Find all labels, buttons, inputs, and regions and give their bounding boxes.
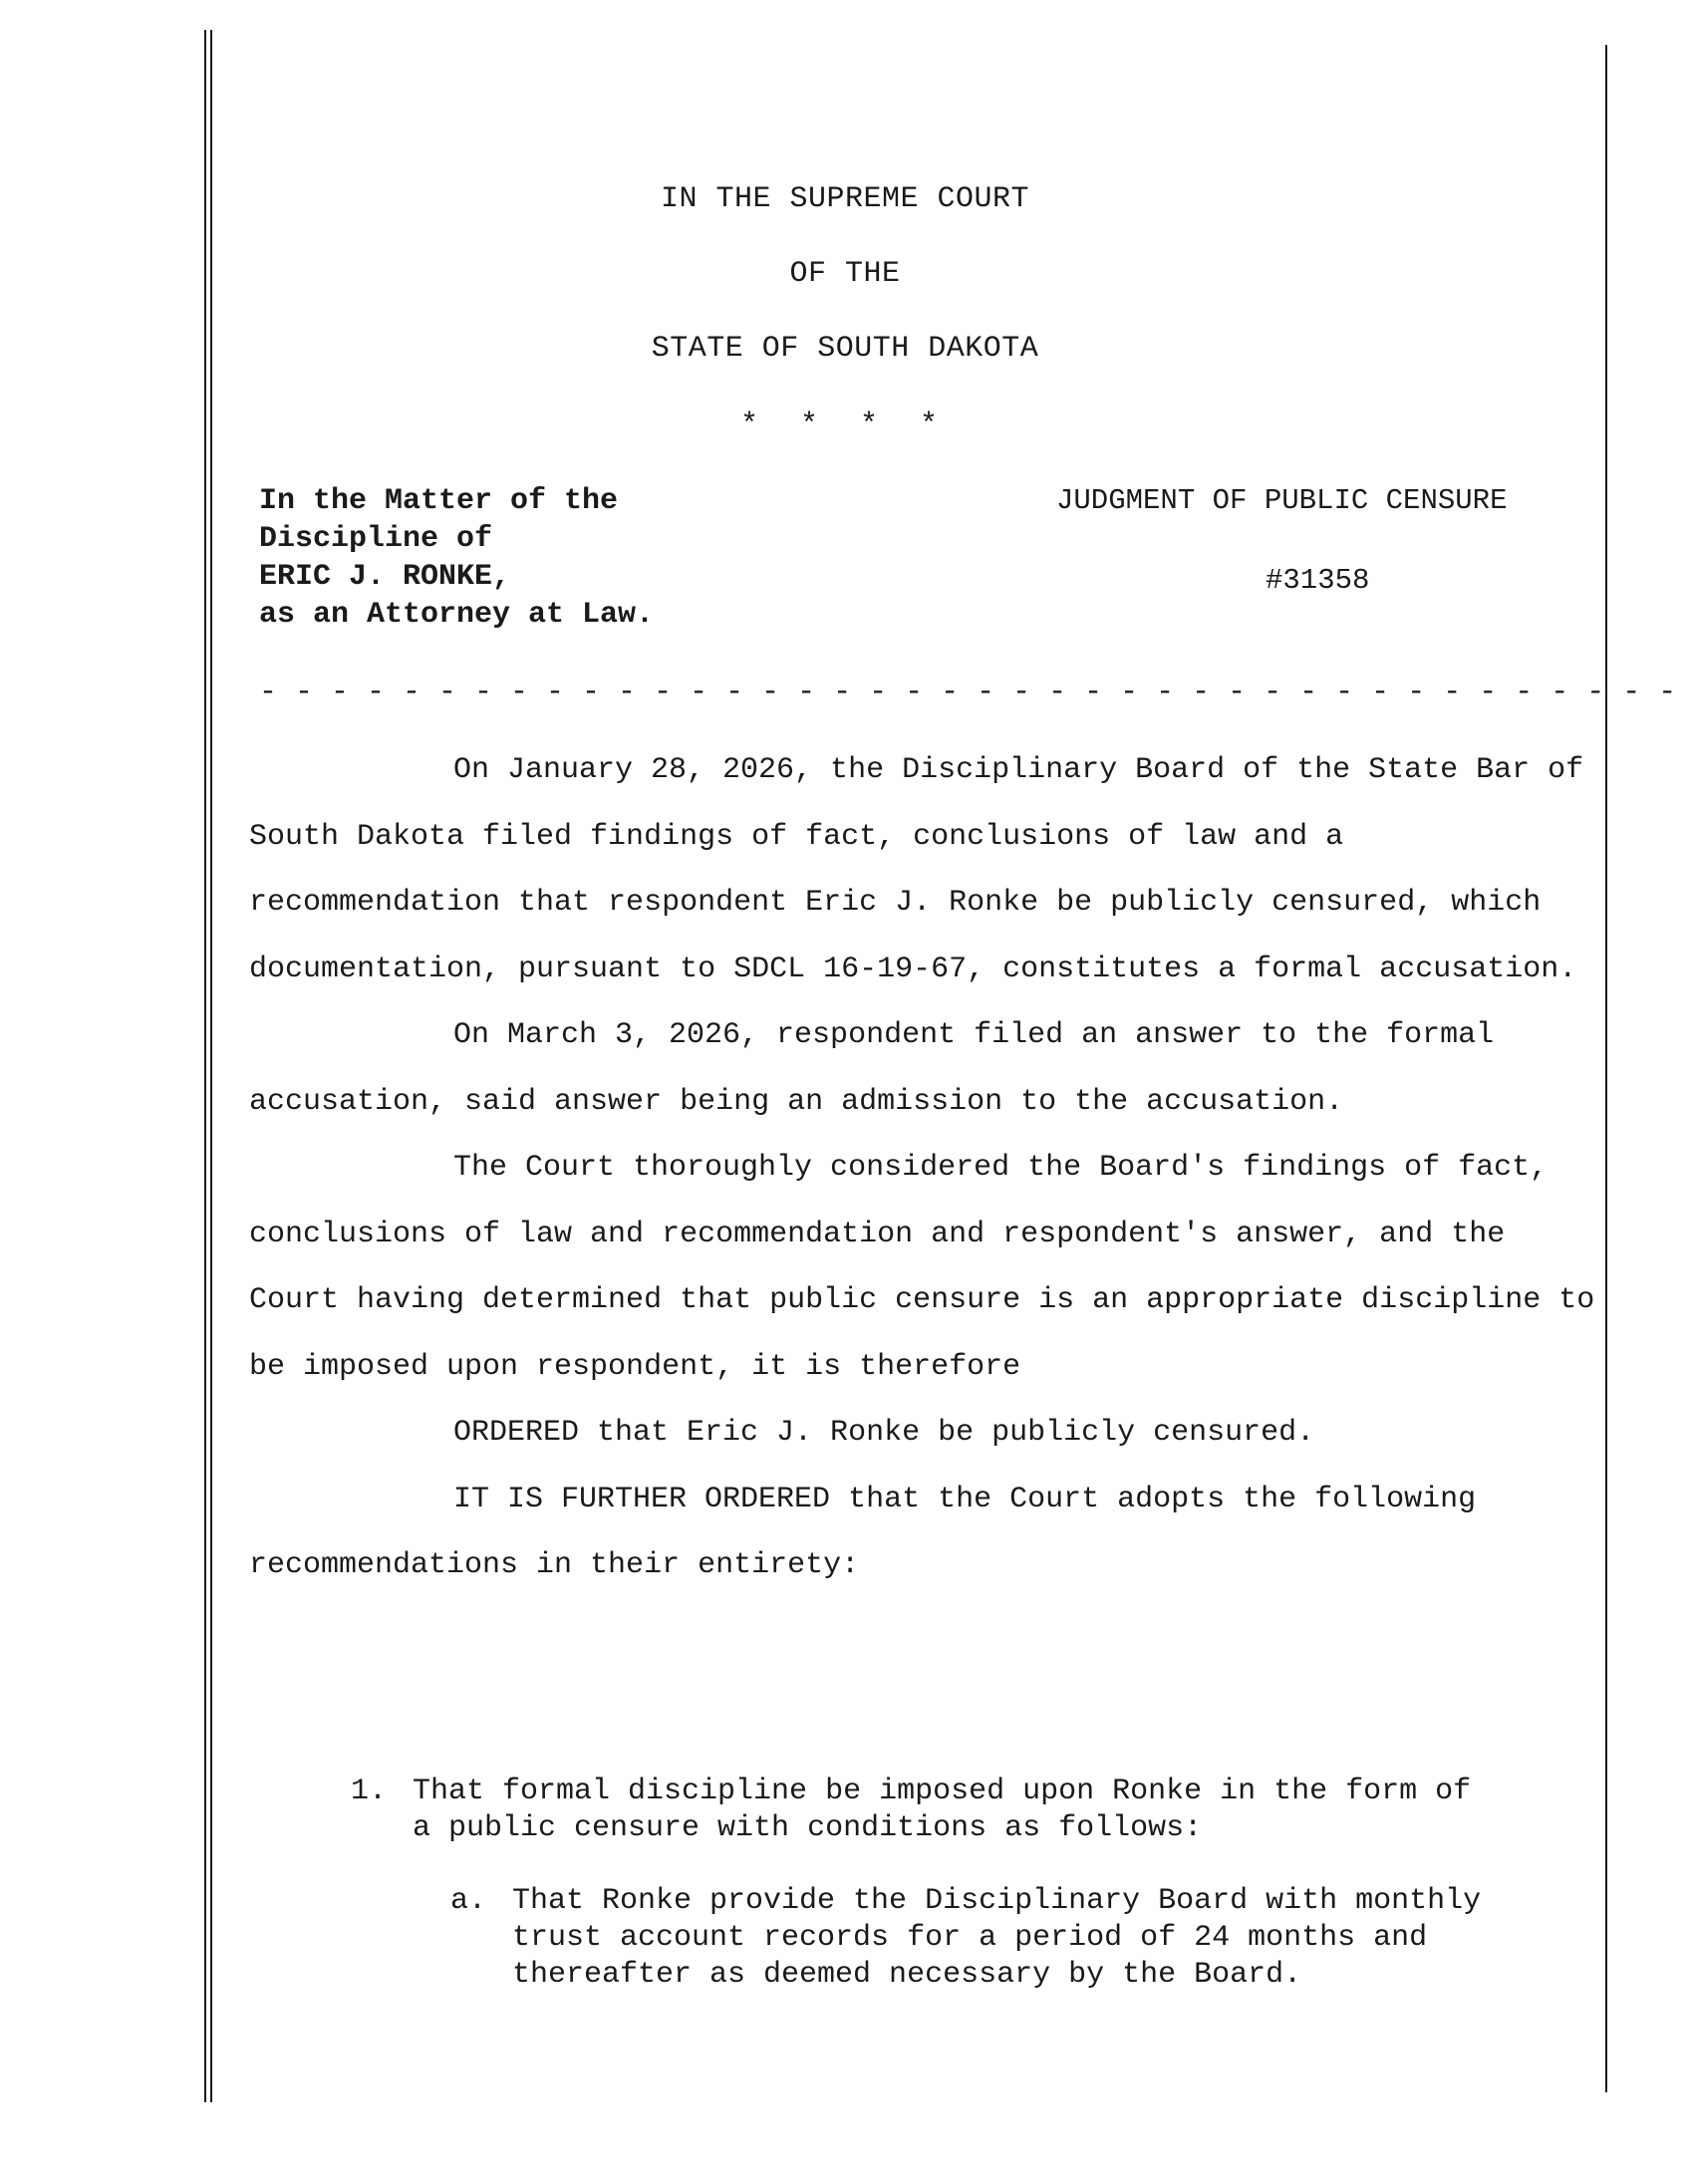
paragraph-court-consideration: The Court thoroughly considered the Board's findings of fact, conclusions of law and recommendation and respondent's answer, and the Court having determined that public censure is an appropriate discipline to be imposed upon respondent, it is therefore <box>249 1151 1595 1384</box>
list-item-a <box>450 1883 1497 1994</box>
list-item-a-text: That Ronke provide the Disciplinary Board with monthly trust account records for a period of 24 months and thereafter as deemed necessary by the Board. <box>512 1884 1482 1992</box>
matter-line-2: Discipline of <box>259 522 493 556</box>
court-caption-line-1: IN THE SUPREME COURT <box>660 182 1030 216</box>
separator-dashes: - - - - - - - - - - - - - - - - - - - - - - - - - - - - - - - - - - - - - - - - <box>259 676 1677 709</box>
list-item-a-letter: a. <box>450 1884 487 1918</box>
matter-line-4: as an Attorney at Law. <box>259 598 655 632</box>
judgment-title: JUDGMENT OF PUBLIC CENSURE <box>1056 484 1508 517</box>
court-caption-line-2: OF THE <box>789 257 901 291</box>
list-item-1-text: That formal discipline be imposed upon Ronke in the form of a public censure with conditions as follows: <box>413 1774 1472 1845</box>
paragraph-order-censure: ORDERED that Eric J. Ronke be publicly censured. <box>453 1416 1315 1450</box>
court-caption-line-3: STATE OF SOUTH DAKOTA <box>651 332 1039 366</box>
caption-stars: * * * * <box>739 409 951 442</box>
case-number: #31358 <box>1266 564 1370 597</box>
matter-line-1: In the Matter of the <box>259 484 619 518</box>
list-item-1 <box>351 1774 1497 1847</box>
matter-line-3: ERIC J. RONKE, <box>259 560 511 594</box>
paragraph-board-filing: On January 28, 2026, the Disciplinary Board of the State Bar of South Dakota filed findings of fact, conclusions of law and a recommendation that respondent Eric J. Ronke be publicly censured, which documentation, pursuant to SDCL 16-19-67, constitutes a formal accusation. <box>249 753 1584 986</box>
list-item-1-number: 1. <box>351 1774 388 1808</box>
matter-caption <box>259 482 654 634</box>
judgment-body <box>249 737 1604 1599</box>
paragraph-respondent-answer: On March 3, 2026, respondent filed an answer to the formal accusation, said answer being an admission to the accusation. <box>249 1018 1495 1119</box>
paragraph-further-ordered: IT IS FURTHER ORDERED that the Court adopts the following recommendations in their entirety: <box>249 1482 1477 1582</box>
